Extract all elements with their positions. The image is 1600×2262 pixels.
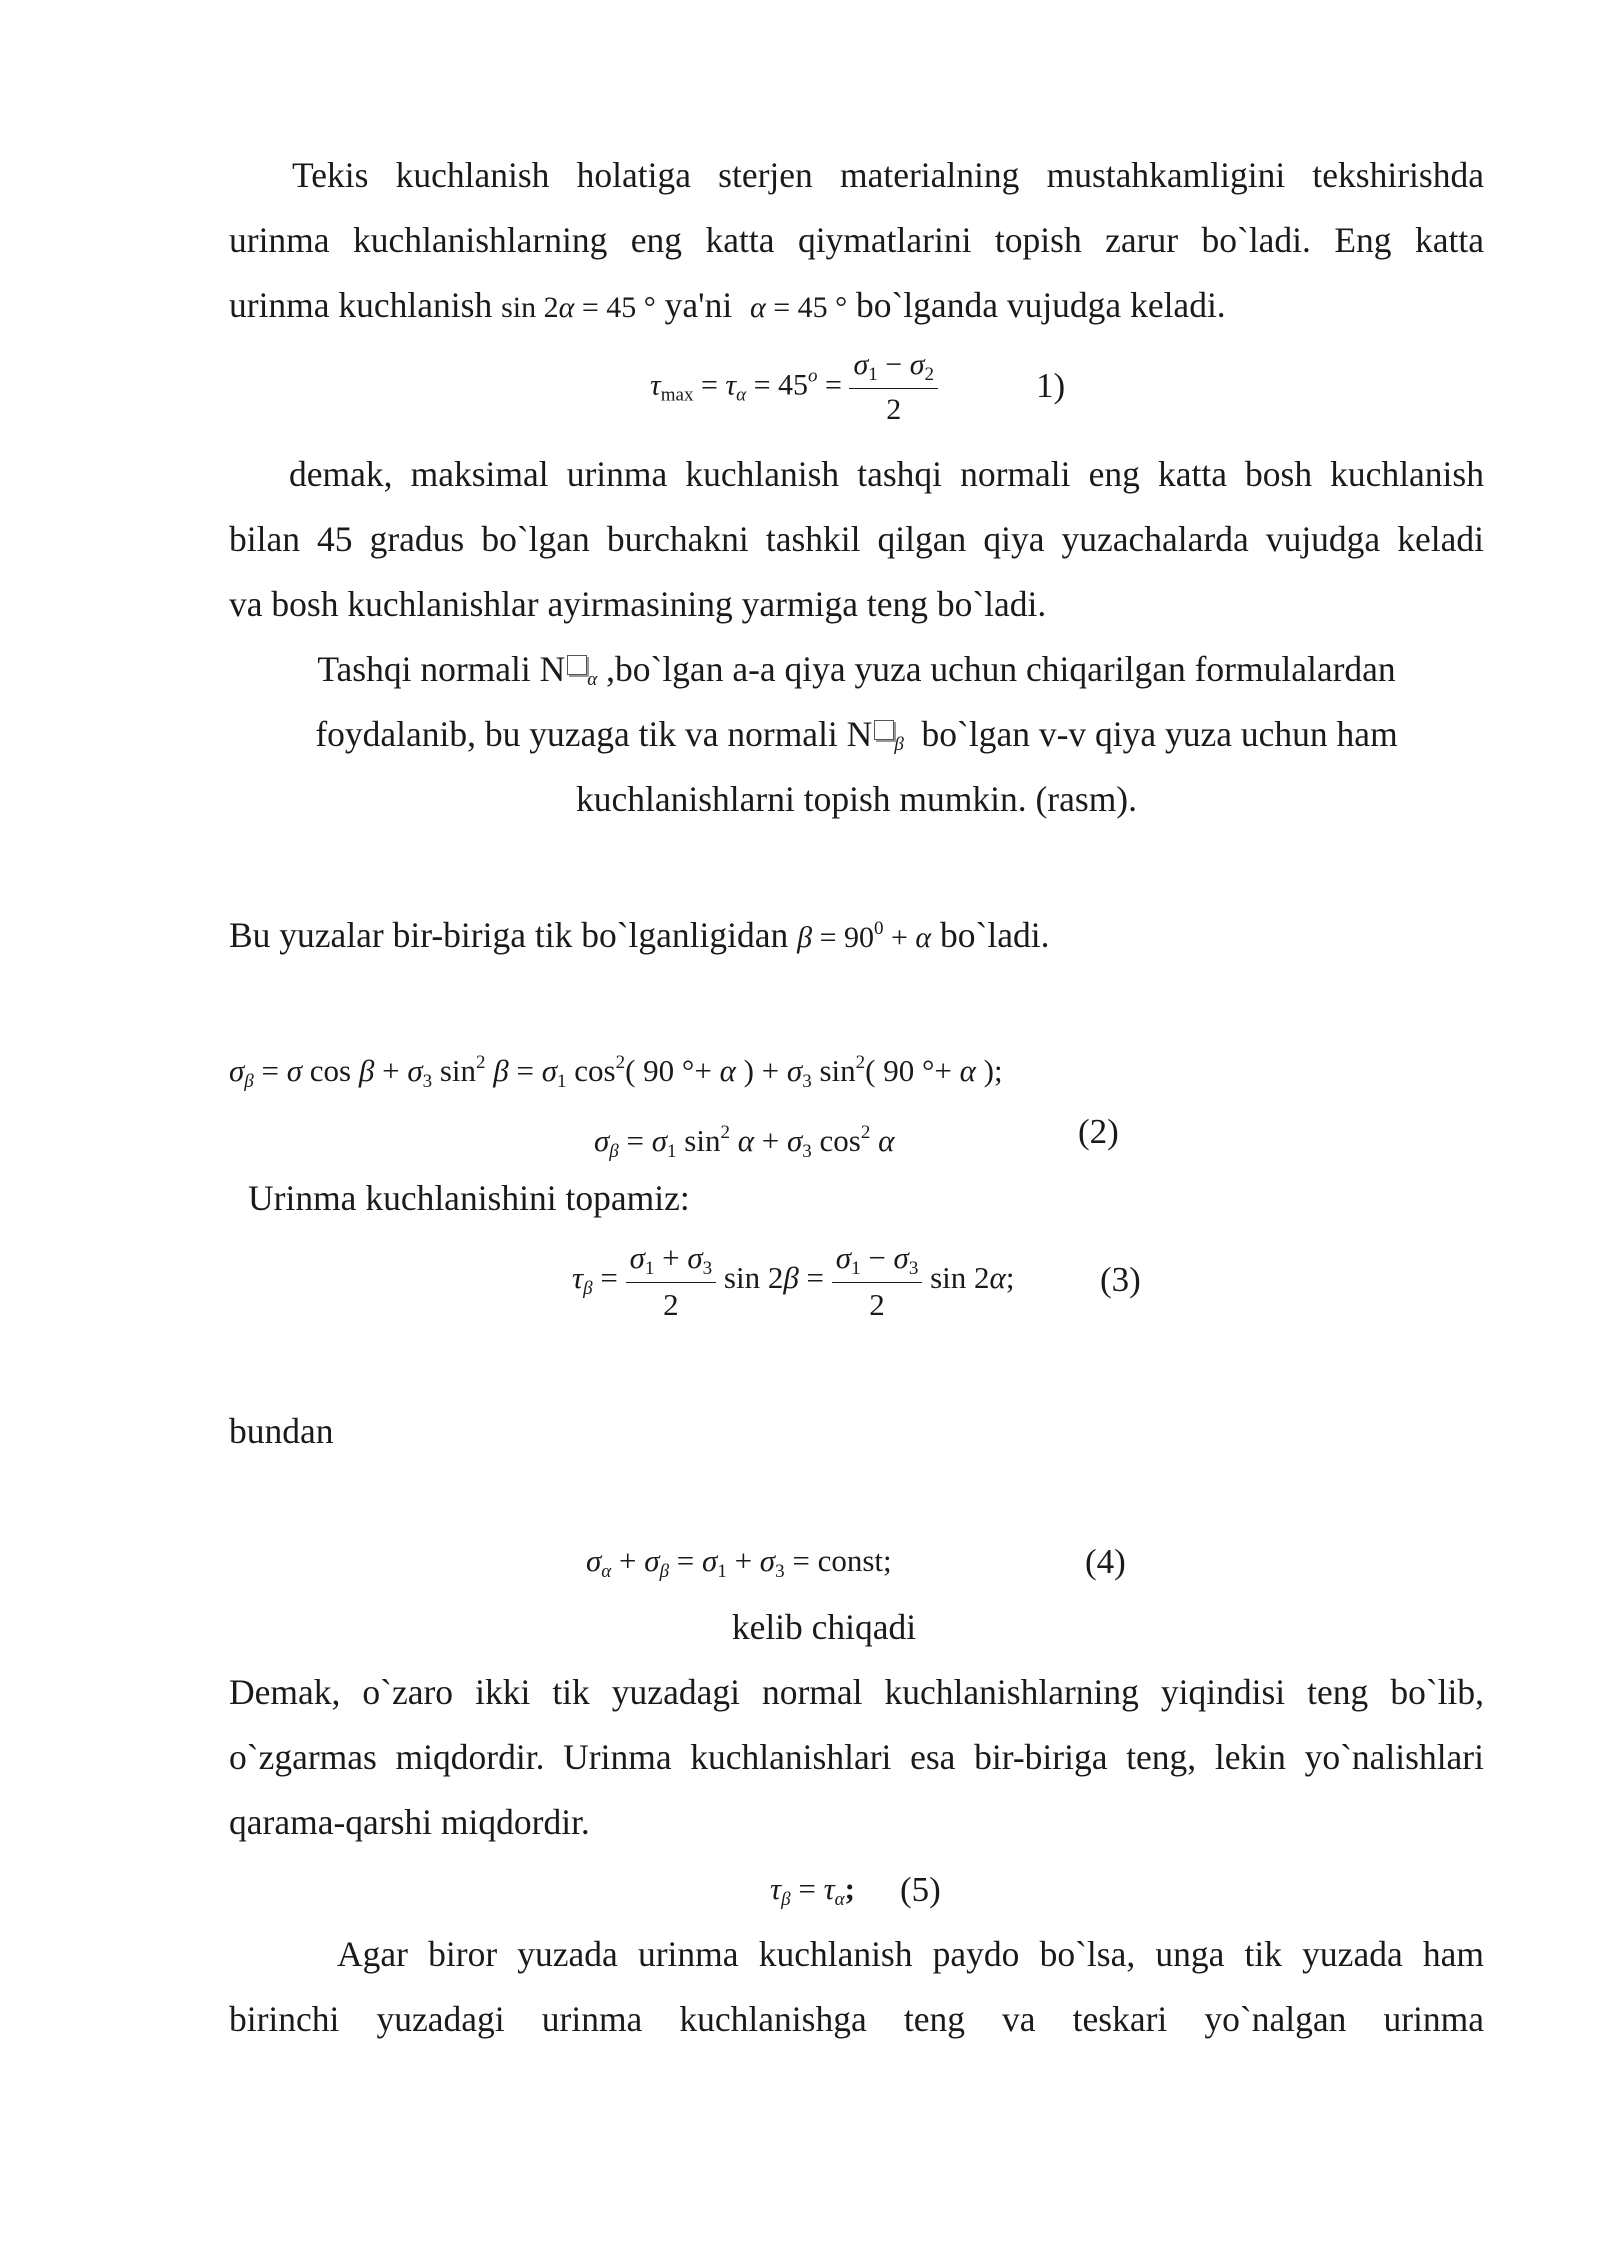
equation-3: $\tau_\beta$ = $\frac{\sigma_1 + \sigma_3}{2}$ sin 2β = $\frac{\sigma_1 - \sigma_3}{2}$ sin 2α;	[572, 1240, 1015, 1322]
paragraph-line	[229, 896, 1049, 971]
equation-number: (3)	[1100, 1260, 1141, 1299]
equation-number: 1)	[1036, 366, 1066, 405]
paragraph-line: Tashqi normali N α ,bo`lgan a-a qiya yuza uchun chiqarilgan formulalardan	[317, 649, 1396, 690]
paragraph-line: Urinma kuchlanishini topamiz:	[248, 1178, 690, 1218]
paragraph-line	[229, 272, 1484, 341]
paragraph-line: qarama-qarshi miqdordir.	[229, 1802, 590, 1842]
missing-glyph-icon	[567, 655, 587, 675]
paragraph-line: demak, maksimal urinma kuchlanish tashqi normali eng katta bosh kuchlanish	[289, 454, 1484, 494]
formula-inline: $\beta = 90^0 + \alpha$	[797, 918, 932, 954]
paragraph-line: Demak, o`zaro ikki tik yuzadagi normal kuchlanishlarning yiqindisi teng bo`lib,	[229, 1672, 1484, 1712]
text-fragment: urinma kuchlanish	[229, 285, 493, 325]
equation-number: (5)	[900, 1870, 941, 1909]
text-fragment: Tashqi normali N	[317, 649, 566, 689]
equation-number: (2)	[1078, 1112, 1119, 1151]
text-fragment: ya'ni	[664, 285, 733, 325]
fraction: $\frac{\sigma_1 - \sigma_3}{2}$	[832, 1242, 923, 1320]
paragraph-line: o`zgarmas miqdordir. Urinma kuchlanishlari esa bir-biriga teng, lekin yo`nalishlari	[229, 1737, 1484, 1777]
text-fragment: bo`lgan v-v qiya yuza uchun ham	[921, 714, 1398, 754]
paragraph-line: bundan	[229, 1411, 334, 1451]
paragraph-line: foydalanib, bu yuzaga tik va normali N β bo`lgan v-v qiya yuza uchun ham	[315, 714, 1398, 755]
text-fragment: const;	[817, 1543, 892, 1578]
text-fragment: Bu yuzalar bir-biriga tik bo`lganligidan	[229, 915, 789, 955]
text-fragment: bo`lganda vujudga keladi.	[856, 285, 1226, 325]
formula-inline: sin 2α = 45 °	[501, 291, 656, 324]
equation-1: $\tau_{max} = \tau_\alpha = 45^o$ = $\frac{\sigma_1 - \sigma_2}{2}$	[650, 350, 938, 425]
paragraph-line: Agar biror yuzada urinma kuchlanish paydo bo`lsa, unga tik yuzada ham	[337, 1934, 1484, 1974]
text-fragment: bo`ladi.	[940, 915, 1050, 955]
equation-number: (4)	[1085, 1542, 1126, 1581]
equation-5: $\tau_\beta = \tau_\alpha$;	[770, 1871, 855, 1910]
fraction: $\frac{\sigma_1 - \sigma_2}{2}$	[849, 350, 938, 425]
text-fragment: ,bo`lgan a-a qiya yuza uchun chiqarilgan formulalardan	[606, 649, 1396, 689]
missing-glyph-icon	[874, 720, 894, 740]
equation-4: $\sigma_\alpha + \sigma_\beta = \sigma_1 + \sigma_3$ = const;	[586, 1543, 892, 1582]
equation-2: $\sigma_\beta = \sigma_1$ $\sin^2 \alpha + \sigma_3$ $\cos^2 \alpha$	[594, 1122, 895, 1162]
formula-inline: α = 45 °	[749, 291, 848, 324]
fraction: $\frac{\sigma_1 + \sigma_3}{2}$	[626, 1242, 717, 1320]
paragraph-line: urinma kuchlanishlarning eng katta qiymatlarini topish zarur bo`ladi. Eng katta	[229, 220, 1484, 260]
paragraph-line: birinchi yuzadagi urinma kuchlanishga teng va teskari yo`nalgan urinma	[229, 1999, 1484, 2039]
equation-expansion: $\sigma_\beta = \sigma$ $\cos \beta + \sigma_3$ $\sin^2 \beta = \sigma_1$ $\cos^2$( 90 °+ α ) + $\sigma_3$ $\sin^2$( 90 °+ α );	[229, 1052, 1003, 1092]
paragraph-line: bilan 45 gradus bo`lgan burchakni tashkil qilgan qiya yuzachalarda vujudga keladi	[229, 519, 1484, 559]
paragraph-line: kelib chiqadi	[731, 1607, 917, 1647]
paragraph-line: kuchlanishlarni topish mumkin. (rasm).	[575, 779, 1137, 819]
text-fragment: foydalanib, bu yuzaga tik va normali N	[315, 714, 873, 754]
paragraph-line: va bosh kuchlanishlar ayirmasining yarmiga teng bo`ladi.	[229, 584, 1047, 624]
paragraph-line: Tekis kuchlanish holatiga sterjen materialning mustahkamligini tekshirishda	[292, 155, 1484, 195]
